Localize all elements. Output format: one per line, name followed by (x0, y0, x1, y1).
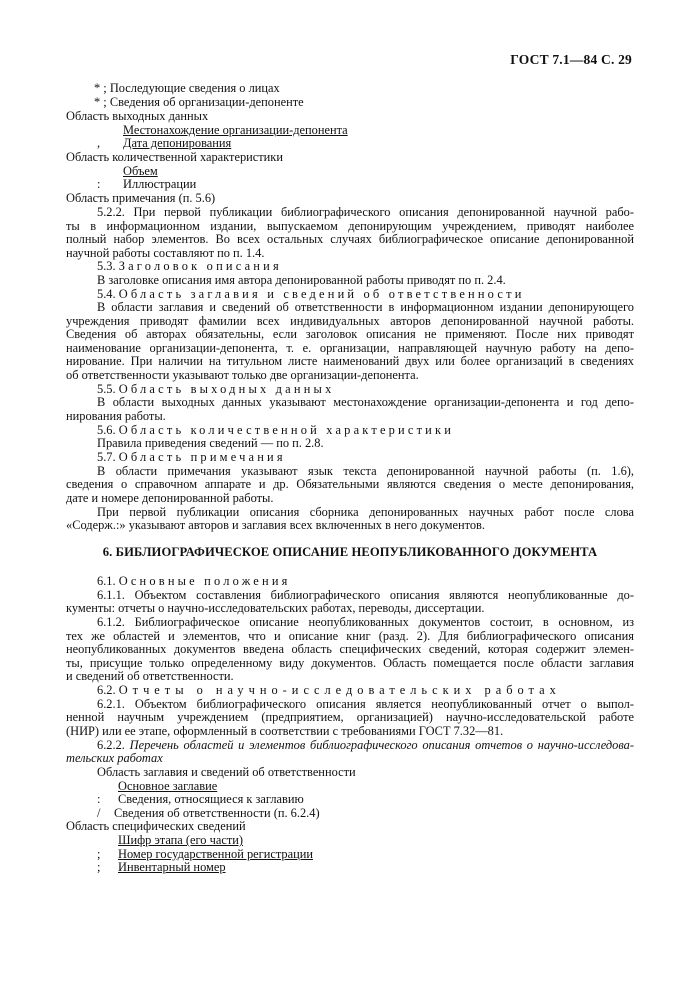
paragraph-line: 6.2.2. Перечень областей и элементов библиографического описания отчетов о научно-исследова- (97, 738, 634, 752)
paragraph-line: 6.1.1. Объектом составления библиографического описания являются неопубликованные до- (97, 588, 634, 602)
paragraph-line: (НИР) или ее этапе, оформленный в соответствии с требованиями ГОСТ 7.32—81. (66, 724, 504, 738)
paragraph-line: и сведений об ответственности. (66, 669, 234, 683)
paragraph-line: ты, присущие только определенному виду документов. Область помещается после области заглавия (66, 656, 634, 670)
section-heading-6-1: 6.1. Основные положения (97, 574, 291, 588)
paragraph-line: 5.2.2. При первой публикации библиографического описания депонированной научной рабо- (97, 205, 634, 219)
paragraph-line: В заголовке описания имя автора депонированной работы приводят по п. 2.4. (97, 273, 506, 287)
paragraph-line: ненной научным учреждением (предприятием, организацией) научно-исследовательской работе (66, 710, 634, 724)
list-mark: : (97, 177, 101, 191)
list-item: Объем (123, 164, 158, 178)
list-mark: / (97, 806, 101, 820)
paragraph-line: 6.2.1. Объектом библиографического описания является неопубликованный отчет о выпол- (97, 697, 634, 711)
paragraph-line: неопубликованных документов введена область специфических сведений, которая содержит элемен- (66, 642, 634, 656)
paragraph-line: В области выходных данных указывают местонахождение организации-депонента и год депо- (97, 395, 634, 409)
paragraph-line: кументы: отчеты о научно-исследовательских работах, переводы, диссертации. (66, 601, 485, 615)
section-heading-5-7: 5.7. Область примечания (97, 450, 286, 464)
list-item: Область выходных данных (66, 109, 209, 123)
list-item: Область количественной характеристики (66, 150, 283, 164)
paragraph-line: нирования работы. (66, 409, 166, 423)
section-title-6: 6. БИБЛИОГРАФИЧЕСКОЕ ОПИСАНИЕ НЕОПУБЛИКОВАННОГО ДОКУМЕНТА (102, 545, 598, 559)
paragraph-line: тельских работах (66, 751, 163, 765)
paragraph-line: ты в информационном издании, выпускаемом депонирующим учреждением, приводят наиболее (66, 219, 634, 233)
list-item: Сведения об ответственности (п. 6.2.4) (114, 806, 320, 820)
list-mark: ; (97, 860, 101, 874)
list-item: Номер государственной регистрации (118, 847, 314, 861)
list-item: * ; Сведения об организации-депоненте (94, 95, 304, 109)
list-item: Сведения, относящиеся к заглавию (118, 792, 304, 806)
section-heading-5-5: 5.5. Область выходных данных (97, 382, 335, 396)
list-mark: : (97, 792, 101, 806)
section-heading-5-6: 5.6. Область количественной характеристики (97, 423, 455, 437)
list-item: Иллюстрации (123, 177, 197, 191)
section-heading-6-2: 6.2. Отчеты о научно-исследовательских работах (97, 683, 561, 697)
list-item: Местонахождение организации-депонента (123, 123, 348, 137)
paragraph-line: полный набор элементов. Во всех остальных случаях библиографическое описание депонированной (66, 232, 634, 246)
paragraph-line: тех же областей и элементов, что и описание книг (разд. 2). Для библиографического описания (66, 629, 634, 643)
list-item: Область заглавия и сведений об ответственности (97, 765, 356, 779)
paragraph-line: сведения о справочном аппарате и др. Обязательными являются сведения о месте депонирования, (66, 477, 634, 491)
paragraph-line: Правила приведения сведений — по п. 2.8. (97, 436, 324, 450)
paragraph-line: об ответственности указывают только две организации-депонента. (66, 368, 419, 382)
paragraph-line: дате и номере депонированной работы. (66, 491, 274, 505)
list-item: Область специфических сведений (66, 819, 246, 833)
paragraph-line: научной работы составляют по п. 1.4. (66, 246, 265, 260)
list-item: Дата депонирования (123, 136, 232, 150)
section-heading-5-4: 5.4. Область заглавия и сведений об ответственности (97, 287, 525, 301)
page-header: ГОСТ 7.1—84 С. 29 (510, 52, 632, 67)
paragraph-line: В области заглавия и сведений об ответственности в информационном издании депонирующего (97, 300, 634, 314)
paragraph-line: наименование организации-депонента, т. е. организации, направляющей научную работу на депо- (66, 341, 634, 355)
list-item: Область примечания (п. 5.6) (66, 191, 216, 205)
paragraph-line: нирование. При наличии на титульном листе наименований двух или более организаций в сведениях (66, 354, 634, 368)
paragraph-line: Сведения об авторах обязательны, если заголовок описания не применяют. После них приводят (66, 327, 634, 341)
paragraph-line: учреждения приводят фамилии всех индивидуальных авторов депонированной научной работы. (66, 314, 634, 328)
list-item: Основное заглавие (118, 779, 218, 793)
list-mark: , (97, 136, 101, 150)
paragraph-line: 6.1.2. Библиографическое описание неопубликованных документов состоит, в основном, из (97, 615, 634, 629)
paragraph-line: При первой публикации описания сборника депонированных научных работ после слова (97, 505, 634, 519)
list-item: * ; Последующие сведения о лицах (94, 81, 280, 95)
paragraph-line: «Содерж.:» указывают авторов и заглавия всех включенных в него документов. (66, 518, 485, 532)
list-item: Шифр этапа (его части) (118, 833, 243, 847)
list-item: Инвентарный номер (118, 860, 226, 874)
section-heading-5-3: 5.3. Заголовок описания (97, 259, 282, 273)
list-mark: ; (97, 847, 101, 861)
paragraph-line: В области примечания указывают язык текста депонированной научной работы (п. 1.6), (97, 464, 634, 478)
